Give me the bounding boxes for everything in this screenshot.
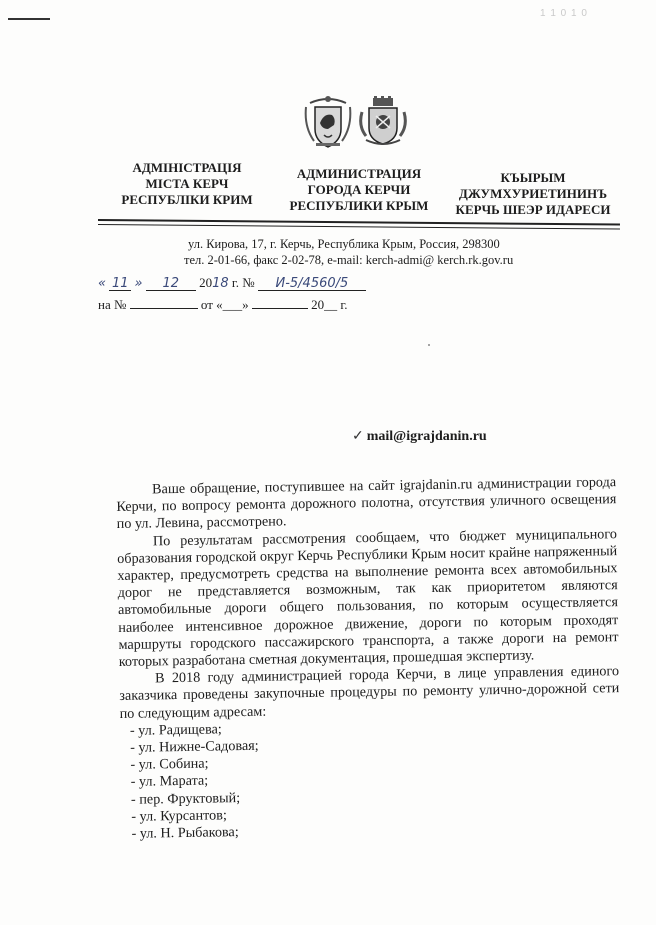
- reg-month: 12: [146, 277, 196, 291]
- corner-mark: [8, 18, 50, 20]
- org-ua-line-2: МІСТА КЕРЧ: [145, 176, 229, 191]
- reg-year-suffix: 18: [212, 276, 229, 291]
- quote-open: «: [98, 276, 107, 291]
- org-name-crimean-tatar: [448, 170, 618, 218]
- org-ua-line-1: АДМІНІСТРАЦІЯ: [132, 160, 242, 175]
- org-ua-line-3: РЕСПУБЛІКИ КРИМ: [121, 192, 253, 207]
- corner-note: 1 1 0 1 0: [540, 8, 588, 19]
- street-item: - ул. Курсантов;: [131, 807, 227, 825]
- street-item: - пер. Фруктовый;: [130, 789, 241, 808]
- ref-number-blank: [130, 308, 198, 309]
- org-name-russian: [284, 166, 434, 214]
- contact-line: тел. 2-01-66, факс 2-02-78, e-mail: kerch-admi@ kerch.rk.gov.ru: [184, 253, 514, 267]
- reg-number: И-5/4560/5: [258, 277, 366, 291]
- outgoing-registration-line: [98, 275, 366, 291]
- postal-address: ул. Кирова, 17, г. Керчь, Республика Крым, Россия, 298300: [188, 237, 500, 251]
- ref-month-blank: [252, 308, 308, 309]
- street-item: - ул. Н. Рыбакова;: [131, 824, 239, 842]
- street-item: - ул. Марата;: [130, 773, 209, 791]
- crimea-coat-of-arms-emblem: [304, 93, 352, 151]
- recipient-email: [352, 428, 487, 445]
- ref-ot-label: от «___»: [200, 297, 249, 312]
- body-paragraph-3: В 2018 году администрацией города Керчи, в лице управления единого заказчика проведены закупочные процедуры по ремонту улично-дорожной сети по следующим адресам:: [119, 663, 620, 722]
- org-crh-line-3: КЕРЧЬ ШЕЭР ИДАРЕСИ: [455, 202, 611, 217]
- incoming-reference-line: [98, 297, 348, 313]
- street-item: - ул. Радищева;: [129, 721, 222, 739]
- body-paragraph-1: Ваше обращение, поступившее на сайт igrajdanin.ru администрации города Керчи, по вопросу ремонта дорожного полотна, отсутствия уличного освещения по ул. Левина, рассмотрено.: [116, 474, 617, 533]
- org-crh-line-2: ДЖУМХУРИЕТИНИНЪ: [458, 186, 608, 201]
- street-item: - ул. Нижне-Садовая;: [130, 737, 259, 756]
- street-list: [120, 715, 622, 843]
- street-item: - ул. Собина;: [130, 755, 209, 774]
- recipient-email-address: mail@igrajdanin.ru: [366, 429, 487, 444]
- org-ru-line-2: ГОРОДА КЕРЧИ: [307, 182, 411, 197]
- kerch-coat-of-arms-emblem: [358, 96, 408, 148]
- org-ru-line-1: АДМИНИСТРАЦИЯ: [296, 166, 422, 181]
- quote-close: »: [134, 276, 143, 291]
- body-paragraph-2: По результатам рассмотрения сообщаем, что бюджет муниципального образования городской округ Керчь Республики Крым носит крайне напряженный характер, предусмотреть средства на выполнение ремонта всех автомобильных дорог не представляется возможным, так как приоритетом являются автомобильные дороги общего пользования, по которым осуществляется наиболее интенсивное дорожное движение, дороги по которым проходят маршруты городского пассажирского транспорта, а также дороги на ремонт которых разработана сметная документация, прошедшая экспертизу.: [117, 525, 619, 671]
- ref-year-blank: 20__ г.: [311, 297, 348, 312]
- reg-day: 11: [109, 277, 131, 291]
- checkmark-icon: ✓: [352, 429, 364, 444]
- org-ru-line-3: РЕСПУБЛИКИ КРЫМ: [289, 198, 429, 213]
- reg-number-label: г. №: [231, 275, 255, 290]
- scan-speck: [428, 344, 430, 346]
- org-crh-line-1: КЪЫРЫМ: [500, 170, 566, 185]
- letter-body: [116, 474, 622, 843]
- org-name-ukrainian: [112, 160, 262, 208]
- ref-na-label: на №: [98, 297, 127, 312]
- reg-year-prefix: 20: [199, 275, 213, 290]
